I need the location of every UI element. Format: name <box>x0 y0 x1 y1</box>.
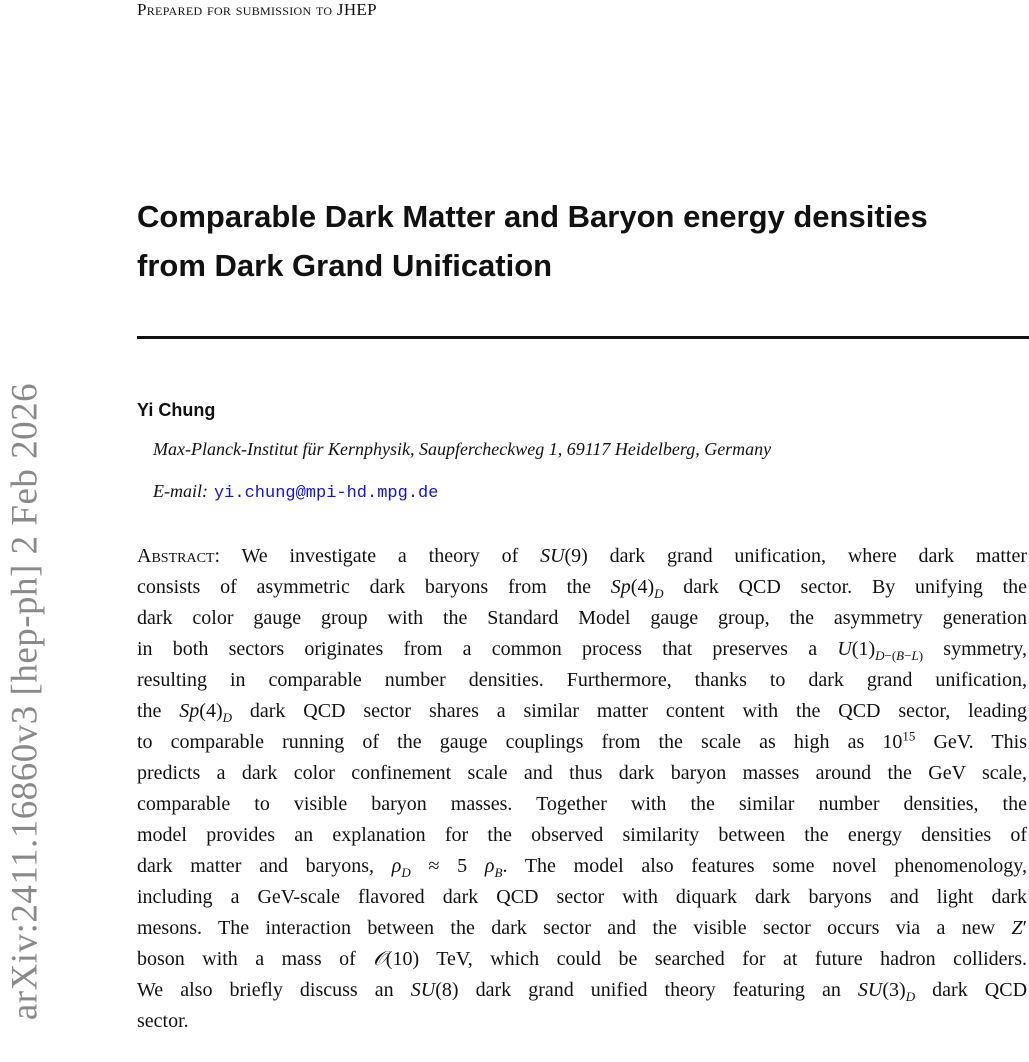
abstract-line: Abstract: We investigate a theory of SU(9) dark grand unification, where dark matter <box>137 545 1028 567</box>
math-symbol: D <box>905 989 916 1004</box>
math-symbol: L <box>911 648 919 663</box>
abstract-line: comparable to visible baryon masses. Together with the similar number densities, the <box>137 793 1027 815</box>
math-subscript <box>401 865 410 880</box>
math-symbol: 𝒪 <box>373 948 386 970</box>
abstract-line: the $Sp(4)_D$ dark QCD sector shares a similar matter content with the QCD sector, leading <box>137 700 1027 725</box>
abstract-line: to comparable running of the gauge couplings from the scale as high as $10^{15}$ GeV. This <box>137 728 1027 753</box>
title-line: from Dark Grand Unification <box>137 248 553 283</box>
math-symbol: ρ <box>484 855 495 877</box>
abstract-line: boson with a mass of 𝒪(10) TeV, which could be searched for at future hadron colliders. <box>137 948 1027 970</box>
title-line: Comparable Dark Matter and Baryon energy densities <box>137 199 928 234</box>
abstract <box>137 541 1027 1037</box>
math-symbol: B <box>494 865 503 880</box>
arxiv-identifier-stamp: arXiv:2411.16860v3 [hep-ph] 2 Feb 2026 <box>4 382 46 1021</box>
abstract-line: sector. <box>137 1010 189 1032</box>
paper-title <box>137 192 1029 290</box>
math-symbol: D <box>654 586 664 601</box>
math-symbol: SU <box>857 979 883 1001</box>
email-link[interactable]: yi.chung@mpi-hd.mpg.de <box>213 484 439 503</box>
math-symbol: D <box>875 648 885 663</box>
author-affiliation: Max-Planck-Institut für Kernphysik, Saupfercheckweg 1, 69117 Heidelberg, Germany <box>153 439 772 459</box>
abstract-line: dark color gauge group with the Standard Model gauge group, the asymmetry generation <box>137 607 1027 629</box>
title-divider <box>137 336 1029 339</box>
math-superscript: 15 <box>902 728 916 744</box>
abstract-line: predicts a dark color confinement scale and thus dark baryon masses around the GeV scale, <box>137 762 1027 784</box>
math-subscript <box>495 865 503 880</box>
abstract-line: mesons. The interaction between the dark sector and the visible sector occurs via a new Z′ <box>137 917 1027 939</box>
math-symbol: B <box>896 648 905 663</box>
math-symbol: SU <box>540 545 565 567</box>
math-symbol: D <box>222 710 233 725</box>
abstract-line: including a GeV-scale flavored dark QCD sector with diquark dark baryons and light dark <box>137 886 1027 908</box>
math-symbol: D <box>401 865 411 880</box>
math-subscript: D−(B−L) <box>875 648 924 663</box>
submission-header: Prepared for submission to JHEP <box>137 0 377 19</box>
math-symbol: Sp <box>610 576 631 598</box>
author-name: Yi Chung <box>137 400 216 420</box>
abstract-line: in both sectors originates from a common process that preserves a $U(1)_{D-(B-L)}$ symmetry, <box>137 638 1027 663</box>
math-subscript <box>906 989 915 1004</box>
abstract-line: dark matter and baryons, $\rho_D \approx 5$ $\rho_B$. The model also features some novel phenomenology, <box>137 855 1027 880</box>
abstract-label: Abstract: <box>137 545 221 567</box>
email-label: E-mail: <box>153 481 208 501</box>
math-subscript <box>654 586 663 601</box>
math-subscript <box>223 710 232 725</box>
math-symbol: Sp <box>179 700 200 722</box>
author-email <box>153 481 438 503</box>
math-symbol: ρ <box>391 855 402 877</box>
abstract-line: consists of asymmetric dark baryons from the $Sp(4)_D$ dark QCD sector. By unifying the <box>137 576 1028 601</box>
math-symbol: SU <box>410 979 436 1001</box>
abstract-line: We also briefly discuss an SU(8) dark grand unified theory featuring an $SU(3)_D$ dark QCD <box>137 979 1028 1004</box>
math-symbol: U <box>837 638 852 660</box>
abstract-line: resulting in comparable number densities. Furthermore, thanks to dark grand unification, <box>137 669 1027 691</box>
math-symbol: Z <box>1011 917 1023 939</box>
abstract-line: model provides an explanation for the observed similarity between the energy densities of <box>137 824 1027 846</box>
